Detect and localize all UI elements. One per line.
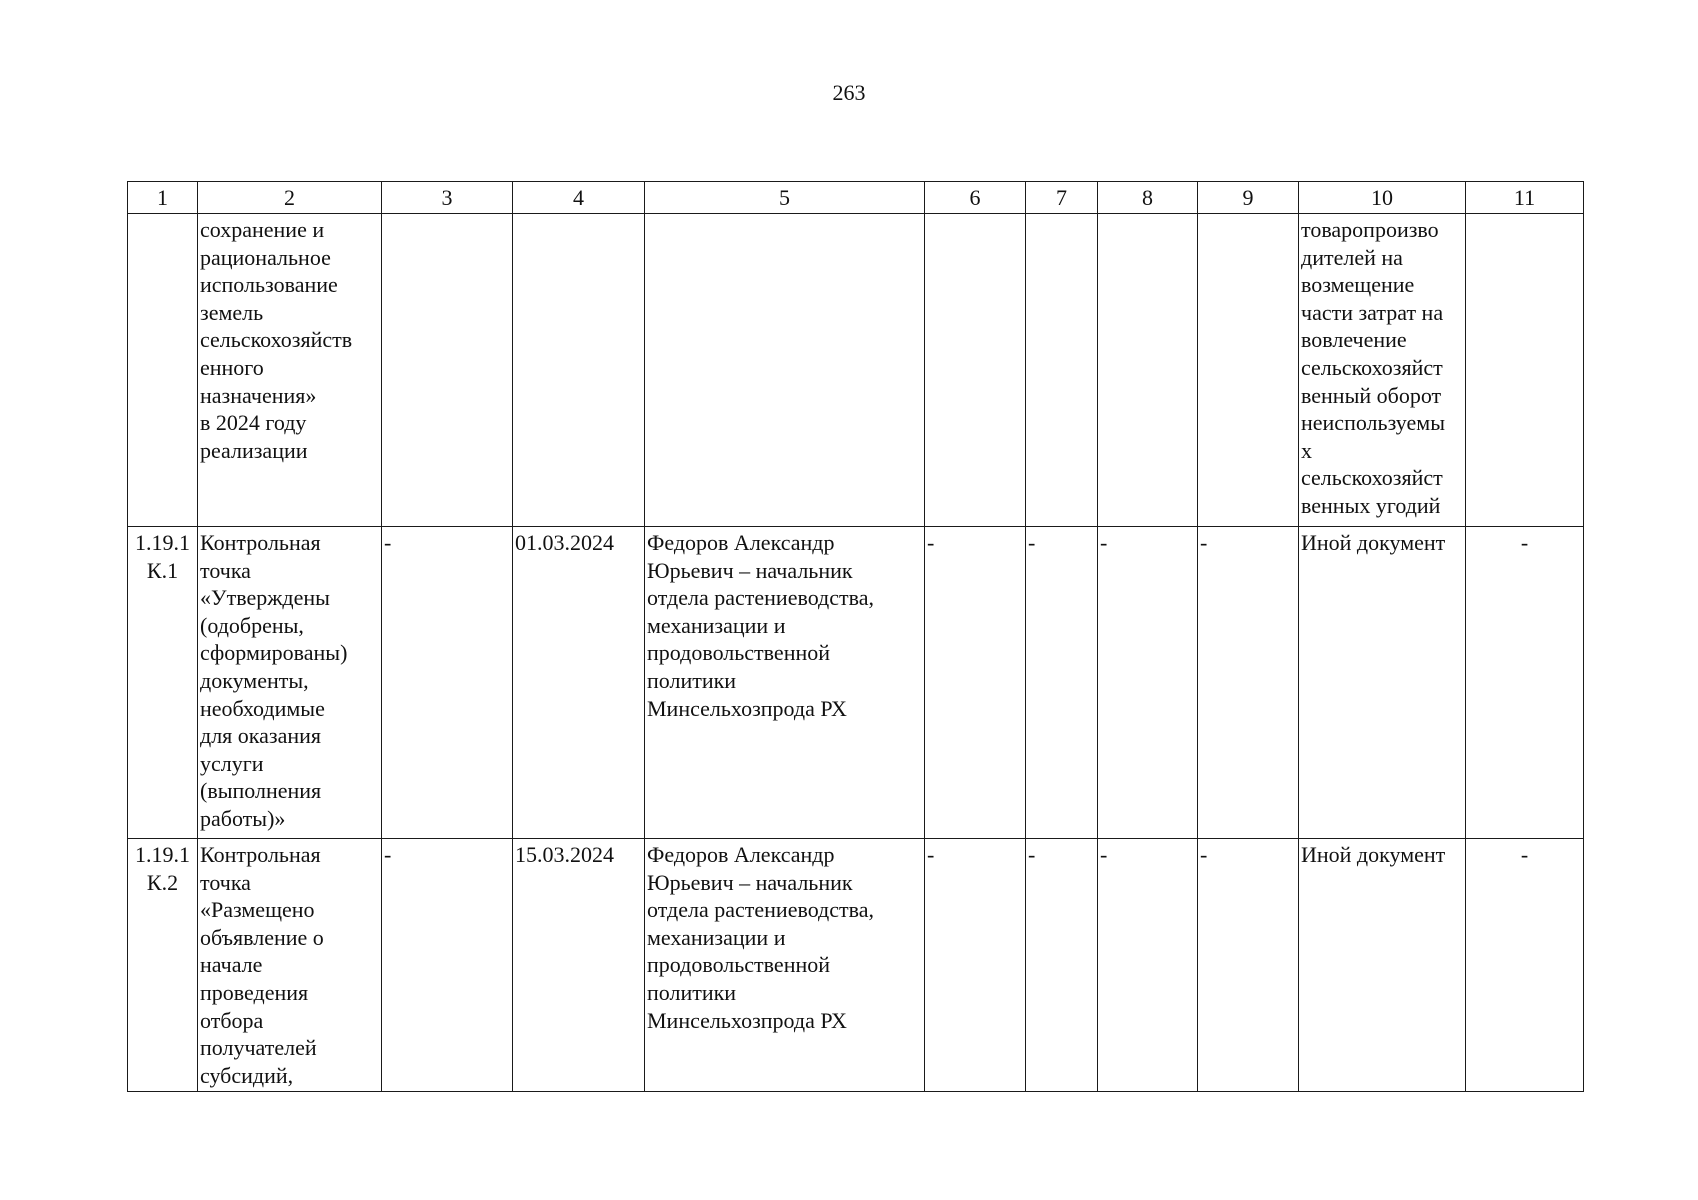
cell-col9: - xyxy=(1198,839,1299,1092)
column-header: 10 xyxy=(1299,182,1466,214)
cell-col6 xyxy=(925,214,1026,527)
column-header: 6 xyxy=(925,182,1026,214)
cell-name: Контрольная точка «Утверждены (одобрены, сформированы) документы, необходимые для оказания услуги (выполнения работы)» xyxy=(198,527,382,839)
cell-col6: - xyxy=(925,527,1026,839)
cell-name: Контрольная точка «Размещено объявление о начале проведения отбора получателей субсидий, xyxy=(198,839,382,1092)
cell-date: 15.03.2024 xyxy=(513,839,645,1092)
table-header-row xyxy=(128,182,1584,214)
cell-date xyxy=(513,214,645,527)
cell-responsible: Федоров Александр Юрьевич – начальник отдела растениеводства, механизации и продовольственной политики Минсельхозпрода РХ xyxy=(645,527,925,839)
cell-number xyxy=(128,214,198,527)
column-header: 9 xyxy=(1198,182,1299,214)
cell-date: 01.03.2024 xyxy=(513,527,645,839)
column-header: 4 xyxy=(513,182,645,214)
cell-col11 xyxy=(1466,214,1584,527)
cell-responsible: Федоров Александр Юрьевич – начальник отдела растениеводства, механизации и продовольственной политики Минсельхозпрода РХ xyxy=(645,839,925,1092)
cell-responsible xyxy=(645,214,925,527)
cell-document: Иной документ xyxy=(1299,839,1466,1092)
table-row xyxy=(128,839,1584,1092)
column-header: 7 xyxy=(1026,182,1098,214)
column-header: 2 xyxy=(198,182,382,214)
document-table xyxy=(127,181,1584,1092)
cell-col8 xyxy=(1098,214,1198,527)
page-number: 263 xyxy=(832,80,866,105)
cell-col8: - xyxy=(1098,839,1198,1092)
cell-col3: - xyxy=(382,839,513,1092)
cell-col11: - xyxy=(1466,839,1584,1092)
cell-col3 xyxy=(382,214,513,527)
cell-number: 1.19.1 К.1 xyxy=(128,527,198,839)
cell-document: товаропроизво дителей на возмещение части затрат на вовлечение сельскохозяйст венный оборот неиспользуемы х сельскохозяйст венных угодий xyxy=(1299,214,1466,527)
cell-col7 xyxy=(1026,214,1098,527)
column-header: 11 xyxy=(1466,182,1584,214)
cell-col9 xyxy=(1198,214,1299,527)
cell-col7: - xyxy=(1026,839,1098,1092)
cell-document: Иной документ xyxy=(1299,527,1466,839)
cell-col6: - xyxy=(925,839,1026,1092)
column-header: 1 xyxy=(128,182,198,214)
cell-name: сохранение и рациональное использование земель сельскохозяйств енного назначения» в 2024 году реализации xyxy=(198,214,382,527)
cell-col9: - xyxy=(1198,527,1299,839)
cell-col7: - xyxy=(1026,527,1098,839)
column-header: 5 xyxy=(645,182,925,214)
cell-col11: - xyxy=(1466,527,1584,839)
table-row xyxy=(128,527,1584,839)
column-header: 3 xyxy=(382,182,513,214)
table-row xyxy=(128,214,1584,527)
cell-number: 1.19.1 К.2 xyxy=(128,839,198,1092)
cell-col3: - xyxy=(382,527,513,839)
column-header: 8 xyxy=(1098,182,1198,214)
cell-col8: - xyxy=(1098,527,1198,839)
